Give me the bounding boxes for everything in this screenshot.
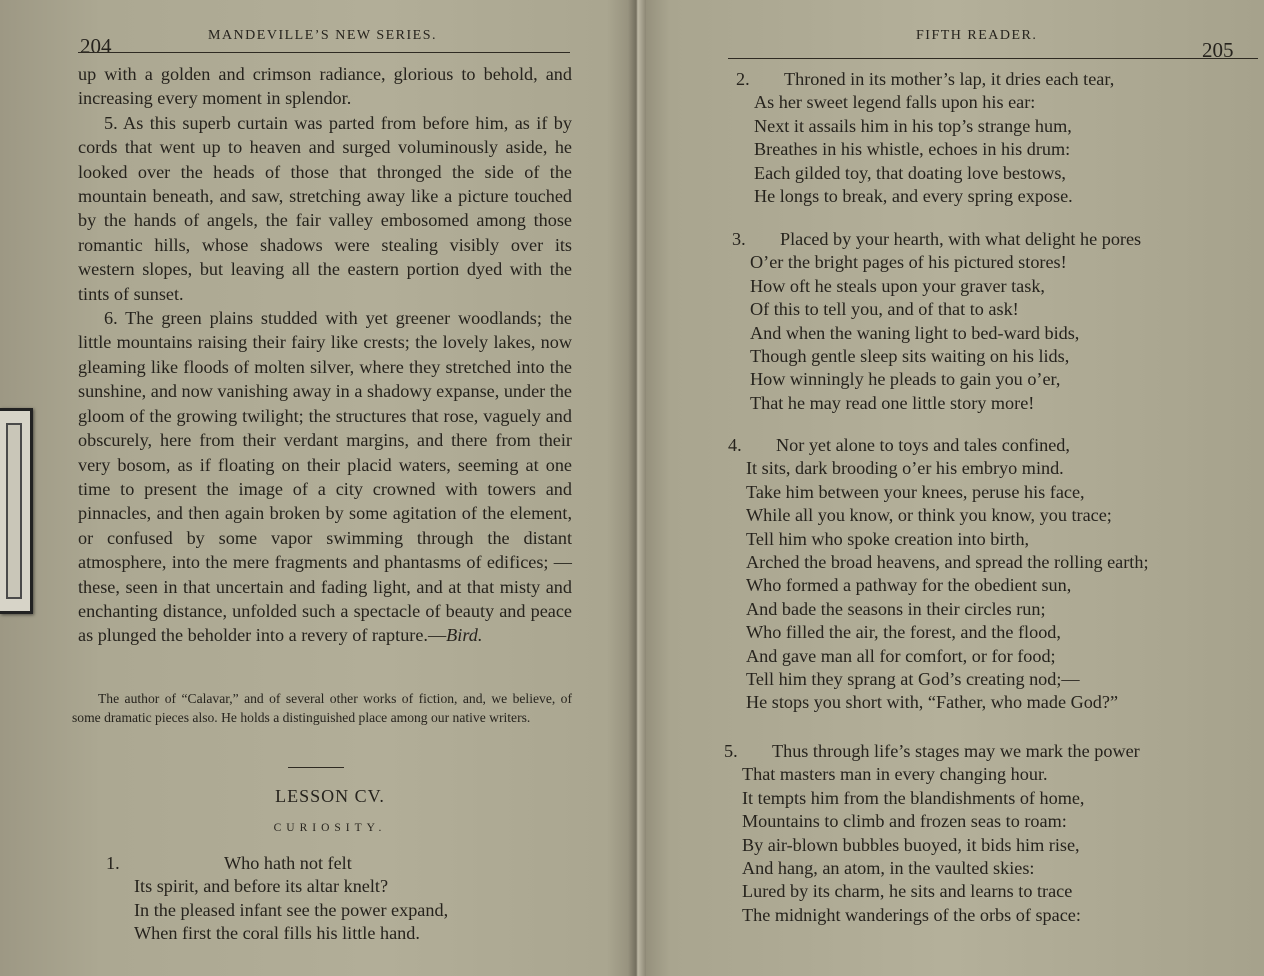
stanza-5 xyxy=(724,740,1140,927)
poem-line: Take him between your knees, peruse his face, xyxy=(746,481,1085,502)
poem-line: Nor yet alone to toys and tales confined, xyxy=(776,435,1070,455)
stanza-number: 3. xyxy=(732,229,746,249)
stanza-2 xyxy=(736,68,1114,208)
poem-line: And hang, an atom, in the vaulted skies: xyxy=(742,858,1035,879)
stanza-number: 4. xyxy=(728,435,742,455)
poem-line: Of this to tell you, and of that to ask! xyxy=(750,299,1019,320)
prose-paragraph-text: 6. The green plains studded with yet greener woodlands; the little mountains raising their fairy like crests; the lovely lakes, now gleaming like floods of molten silver, where they stretched into the sunshine, and now vanishing away in a shadowy expanse, under the gloom of the growing twilight; the structures that rose, vaguely and obscurely, here from their verdant margins, and there from their very bosom, as if floating on their placid waters, seeming at one time to present the image of a city crowned with towers and pinnacles, and then again broken by some agitation of the element, or confused by some vapor swimming through the distant atmosphere, into the mere fragments and phantasms of edifices; —these, seen in that uncertain and fading light, and at that misty and enchanting distance, unfolded such a spectacle of beauty and peace as plunged the beholder into a revery of rapture.— xyxy=(78,308,572,646)
poem-line: Who hath not felt xyxy=(224,853,352,873)
left-header-rule xyxy=(78,52,570,53)
poem-line: The midnight wanderings of the orbs of space: xyxy=(742,904,1081,925)
prose-paragraph: up with a golden and crimson radiance, glorious to behold, and increasing every moment in splendor. xyxy=(78,64,572,109)
poem-line: In the pleased infant see the power expand, xyxy=(134,899,449,920)
prose-paragraph: 5. As this superb curtain was parted from before him, as if by cords that went up to heaven and surged voluminously aside, he looked over the heads of those that thronged the side of the mountain beneath, and saw, stretching away like a picture touched by the hands of angels, the fair valley embosomed among those romantic hills, whose shadows were stealing visibly over its western slopes, but leaving all the eastern portion dyed with the tints of sunset. xyxy=(78,112,572,304)
poem-line: And gave man all for comfort, or for food; xyxy=(746,645,1056,666)
poem-line: How winningly he pleads to gain you o’er, xyxy=(750,369,1061,390)
right-page-number: 205 xyxy=(1202,38,1234,62)
poem-line: Though gentle sleep sits waiting on his lids, xyxy=(750,346,1070,367)
poem-line: Lured by its charm, he sits and learns to trace xyxy=(742,881,1073,902)
poem-line: How oft he steals upon your graver task, xyxy=(750,275,1045,296)
poem-line: Placed by your hearth, with what delight he pores xyxy=(780,229,1142,249)
poem-line: Mountains to climb and frozen seas to roam: xyxy=(742,811,1067,832)
poem-line: Tell him who spoke creation into birth, xyxy=(746,528,1030,549)
stanza-number: 1. xyxy=(106,853,120,873)
prose-paragraph xyxy=(78,306,572,648)
stanza-number: 2. xyxy=(736,69,750,89)
lesson-title: LESSON CV. xyxy=(275,786,385,806)
right-header-rule xyxy=(728,58,1258,59)
poem-line: Arched the broad heavens, and spread the rolling earth; xyxy=(746,552,1149,573)
poem-line: Next it assails him in his top’s strange hum, xyxy=(754,115,1072,136)
poem-line: He longs to break, and every spring expose. xyxy=(754,186,1073,207)
left-prose xyxy=(78,62,572,648)
stanza-number: 5. xyxy=(724,741,738,761)
poem-line: Who filled the air, the forest, and the flood, xyxy=(746,622,1061,643)
poem-line: By air-blown bubbles buoyed, it bids him rise, xyxy=(742,834,1080,855)
right-page xyxy=(646,0,1264,976)
poem-line: Thus through life’s stages may we mark the power xyxy=(772,741,1140,761)
right-running-head: FIFTH READER. xyxy=(916,28,1038,43)
poem-line: While all you know, or think you know, you trace; xyxy=(746,505,1112,526)
poem-line: As her sweet legend falls upon his ear: xyxy=(754,92,1036,113)
left-page-number: 204 xyxy=(80,34,112,58)
author-byline: Bird. xyxy=(446,625,483,646)
section-divider xyxy=(288,767,344,768)
poem-line: Who formed a pathway for the obedient sun, xyxy=(746,575,1072,596)
stanza-1 xyxy=(106,852,448,946)
poem-line: It sits, dark brooding o’er his embryo mind. xyxy=(746,458,1064,479)
poem-line: Throned in its mother’s lap, it dries each tear, xyxy=(784,69,1115,89)
author-note: The author of “Calavar,” and of several other works of fiction, and, we believe, of some dramatic pieces also. He holds a distinguished place among our native writers. xyxy=(72,691,572,725)
poem-line: Its spirit, and before its altar knelt? xyxy=(134,876,389,897)
lesson-subtitle: CURIOSITY. xyxy=(273,822,387,834)
poem-line: O’er the bright pages of his pictured stores! xyxy=(750,252,1067,273)
stanza-4 xyxy=(728,434,1149,715)
poem-line: And bade the seasons in their circles run; xyxy=(746,598,1046,619)
stanza-3 xyxy=(732,228,1141,415)
poem-line: He stops you short with, “Father, who made God?” xyxy=(746,692,1119,713)
poem-line: And when the waning light to bed-ward bids, xyxy=(750,322,1080,343)
book-gutter xyxy=(628,0,646,976)
left-running-head: MANDEVILLE’S NEW SERIES. xyxy=(208,28,438,43)
poem-line: That masters man in every changing hour. xyxy=(742,764,1048,785)
left-page xyxy=(0,0,630,976)
poem-line: Breathes in his whistle, echoes in his drum: xyxy=(754,139,1071,160)
poem-line: When first the coral fills his little hand. xyxy=(134,923,420,944)
poem-line: It tempts him from the blandishments of home, xyxy=(742,787,1085,808)
poem-line: Tell him they sprang at God’s creating nod;— xyxy=(746,669,1080,690)
poem-line: Each gilded toy, that doating love bestows, xyxy=(754,162,1066,183)
poem-line: That he may read one little story more! xyxy=(750,392,1035,413)
